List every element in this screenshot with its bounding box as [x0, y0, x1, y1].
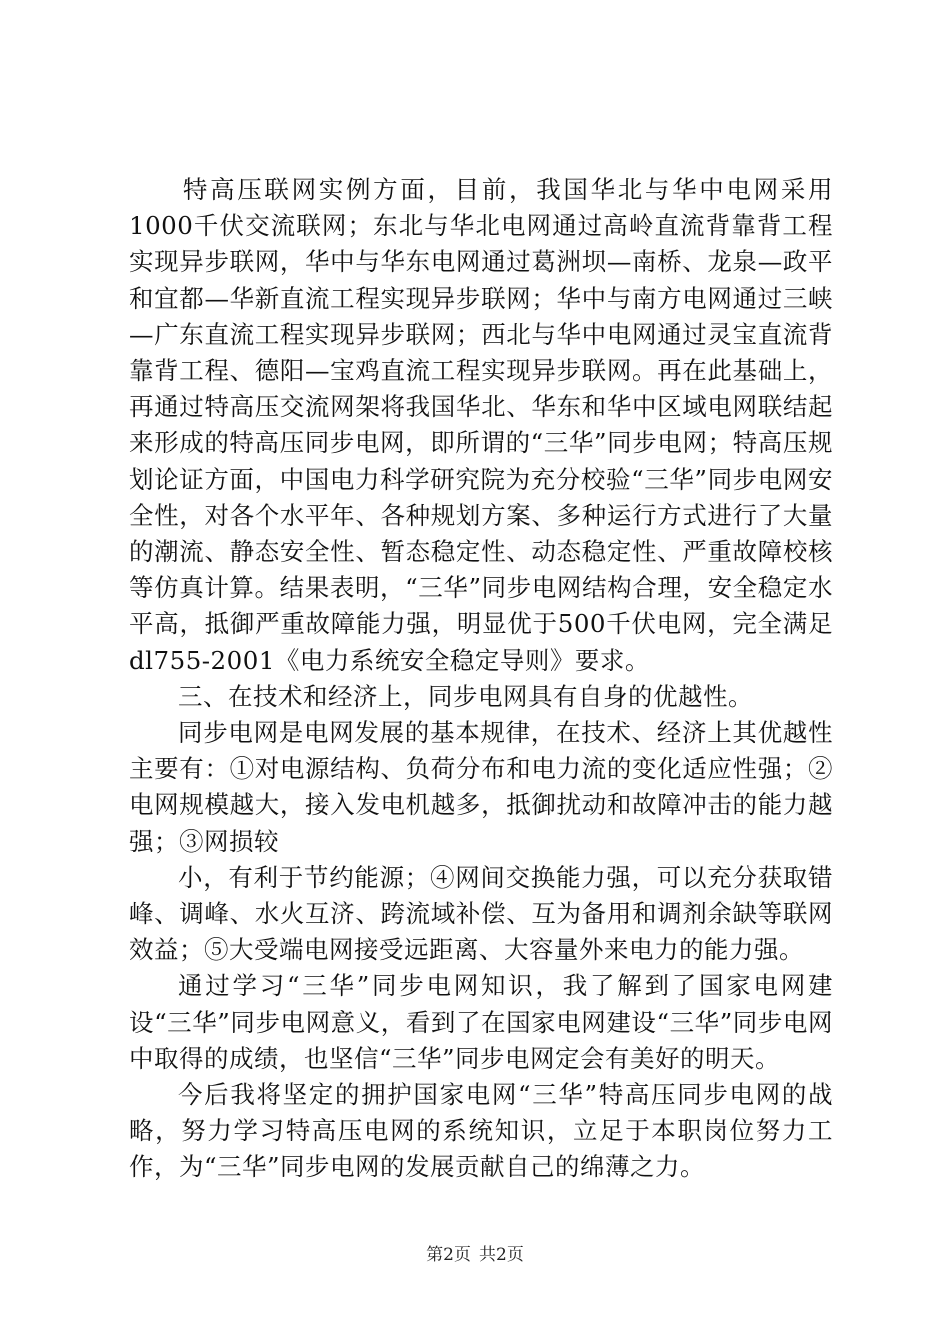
page-number: 第2页	[426, 1245, 471, 1265]
paragraph-uhv-interconnection: 特高压联网实例方面，目前，我国华北与华中电网采用1000千伏交流联网；东北与华北电网通过高岭直流背靠背工程实现异步联网，华中与华东电网通过葛洲坝—南桥、龙泉—政平和宜都—华新直流工程实现异步联网；华中与南方电网通过三峡—广东直流工程实现异步联网；西北与华中电网通过灵宝直流背靠背工程、德阳—宝鸡直流工程实现异步联网。再在此基础上，再通过特高压交流网架将我国华北、华东和华中区域电网联结起来形成的特高压同步电网，即所谓的“三华”同步电网；特高压规划论证方面，中国电力科学研究院为充分校验“三华”同步电网安全性，对各个水平年、各种规划方案、多种运行方式进行了大量的潮流、静态安全性、暂态稳定性、动态稳定性、严重故障校核等仿真计算。结果表明，“三华”同步电网结构合理，安全稳定水平高，抵御严重故障能力强，明显优于500千伏电网，完全满足dl755-2001《电力系统安全稳定导则》要求。	[129, 175, 833, 675]
paragraph-advantages-continued: 小，有利于节约能源；④网间交换能力强，可以充分获取错峰、调峰、水火互济、跨流域补偿、互为备用和调剂余缺等联网效益；⑤大受端电网接受远距离、大容量外来电力的能力强。	[129, 862, 833, 965]
paragraph-learning-reflection: 通过学习“三华”同步电网知识，我了解到了国家电网建设“三华”同步电网意义，看到了在国家电网建设“三华”同步电网中取得的成绩，也坚信“三华”同步电网定会有美好的明天。	[129, 971, 833, 1073]
document-body	[129, 172, 833, 1186]
paragraph-section-three-heading: 三、在技术和经济上，同步电网具有自身的优越性。	[178, 681, 753, 711]
paragraph-conclusion: 今后我将坚定的拥护国家电网“三华”特高压同步电网的战略，努力学习特高压电网的系统知识，立足于本职岗位努力工作，为“三华”同步电网的发展贡献自己的绵薄之力。	[129, 1080, 833, 1182]
page-footer	[0, 1244, 950, 1266]
paragraph-synchronous-grid-advantages: 同步电网是电网发展的基本规律，在技术、经济上其优越性主要有：①对电源结构、负荷分布和电力流的变化适应性强；②电网规模越大，接入发电机越多，抵御扰动和故障冲击的能力越强；③网损较	[129, 718, 833, 856]
page-total: 共2页	[479, 1245, 524, 1265]
